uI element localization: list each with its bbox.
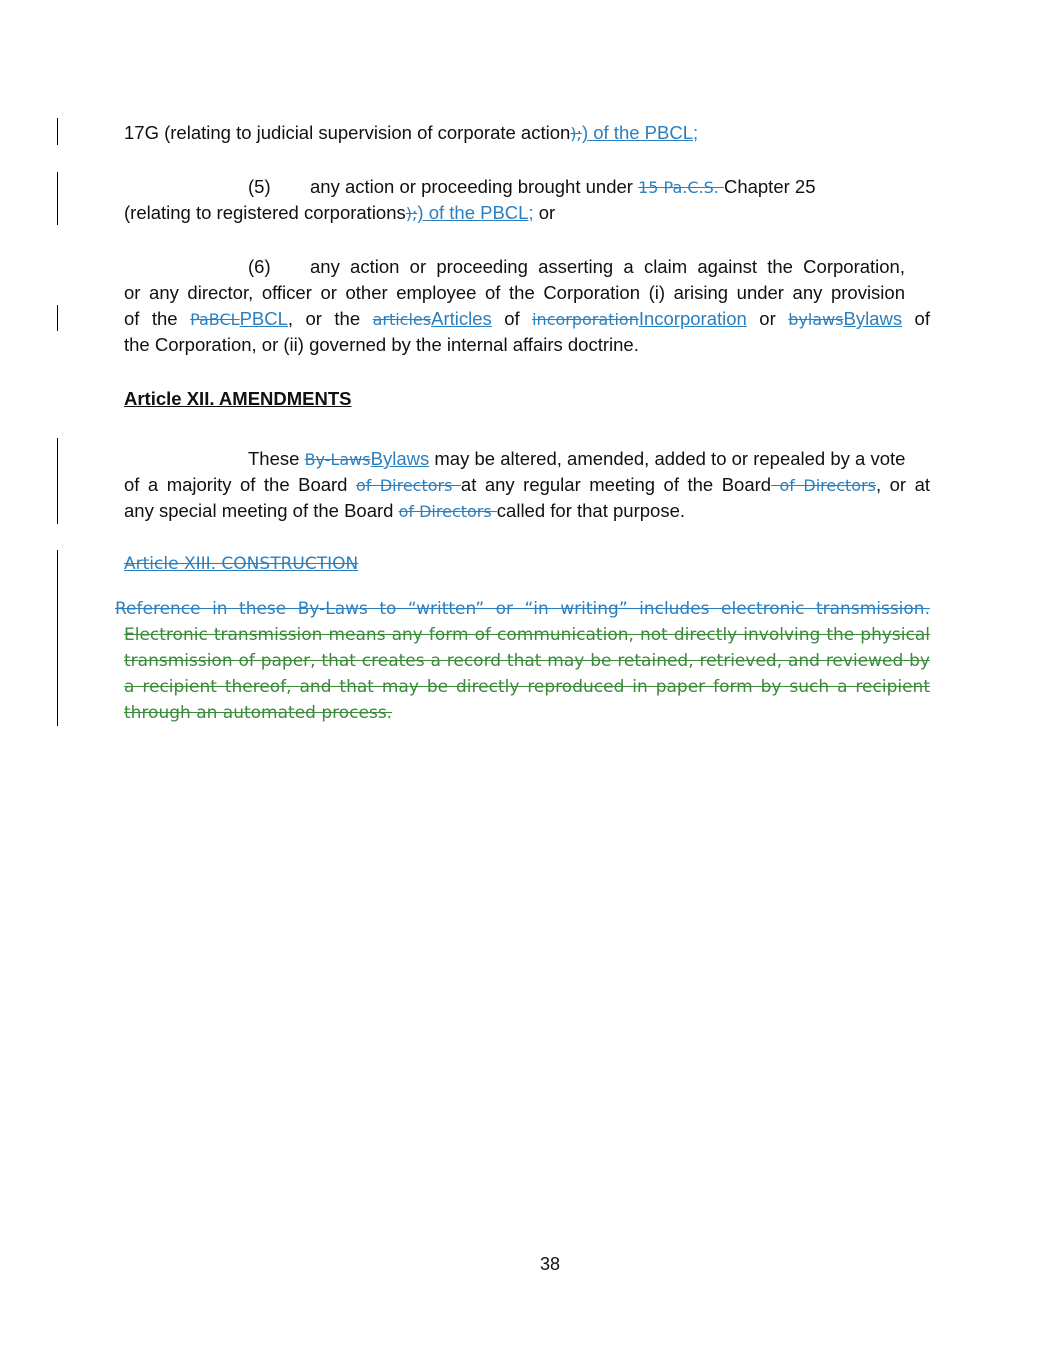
inserted-text: Bylaws (370, 448, 430, 469)
deleted-text: of Directors (355, 476, 461, 495)
paragraph-4-end (124, 120, 930, 147)
article-12-line-2: of a majority of the Board of Directors at any regular meeting of the Board of Directors, or at (124, 474, 930, 495)
article-12-heading (124, 386, 930, 412)
change-bar (57, 438, 58, 524)
deleted-text: of Directors (398, 502, 497, 521)
article-13-line-1: Reference in these By-Laws to “written” or “in writing” includes electronic transmission. (115, 599, 930, 619)
deleted-text: ); (405, 204, 418, 223)
text: 17G (relating to judicial supervision of corporate action (124, 122, 571, 143)
change-bar (57, 305, 58, 331)
paragraph-5-line-1: (5) any action or proceeding brought under 15 Pa.C.S. Chapter 25 (248, 174, 869, 201)
deleted-text: bylaws (788, 310, 844, 329)
inserted-text: Articles (431, 308, 492, 329)
article-13-line-4: a recipient thereof, and that may be directly reproduced in paper form by such a recipient (124, 677, 930, 697)
deleted-text: of Directors (771, 476, 876, 495)
article-13-line-3: transmission of paper, that creates a record that may be retained, retrieved, and reviewed by (124, 651, 930, 671)
inserted-text: Bylaws (843, 308, 903, 329)
paragraph-6-line-1: (6) any action or proceeding asserting a claim against the Corporation, (248, 254, 905, 280)
item-number: (6) (248, 256, 271, 277)
inserted-text: Incorporation (638, 308, 747, 329)
deleted-text: PaBCL (190, 310, 240, 329)
paragraph-6-line-4: the Corporation, or (ii) governed by the internal affairs doctrine. (124, 334, 639, 355)
inserted-text: ) of the PBCL; (581, 122, 699, 143)
deleted-text: By-Laws (304, 450, 371, 469)
change-bar (57, 550, 58, 726)
article-13-line-2: Electronic transmission means any form of communication, not directly involving the physical (124, 625, 930, 645)
deleted-text: articles (372, 310, 432, 329)
paragraph-6-line-2: or any director, officer or other employee of the Corporation (i) arising under any provision (124, 282, 905, 303)
inserted-text: ) of the PBCL; (417, 202, 534, 223)
item-number: (5) (248, 176, 271, 197)
inserted-text: PBCL (239, 308, 288, 329)
article-13-line-5: through an automated process. (124, 703, 393, 723)
page-number: 38 (539, 1254, 561, 1274)
article-12-line-3: any special meeting of the Board of Directors called for that purpose. (124, 500, 685, 521)
change-bar (57, 118, 58, 145)
article-13-heading (124, 550, 930, 577)
article-12-line-1: These By-LawsBylaws may be altered, amended, added to or repealed by a vote (248, 448, 906, 469)
change-bar (57, 172, 58, 225)
deleted-text: 15 Pa.C.S. (638, 178, 724, 197)
deleted-text: incorporation (532, 310, 639, 329)
deleted-text: ); (570, 124, 582, 143)
deleted-heading: Article XIII. CONSTRUCTION (124, 554, 359, 574)
section-heading: Article XII. AMENDMENTS (124, 388, 352, 409)
paragraph-6-line-3: of the PaBCLPBCL, or the articlesArticles of incorporationIncorporation or bylawsBylaws of (124, 308, 930, 329)
paragraph-5-line-2: (relating to registered corporations);) of the PBCL; or (124, 202, 556, 223)
